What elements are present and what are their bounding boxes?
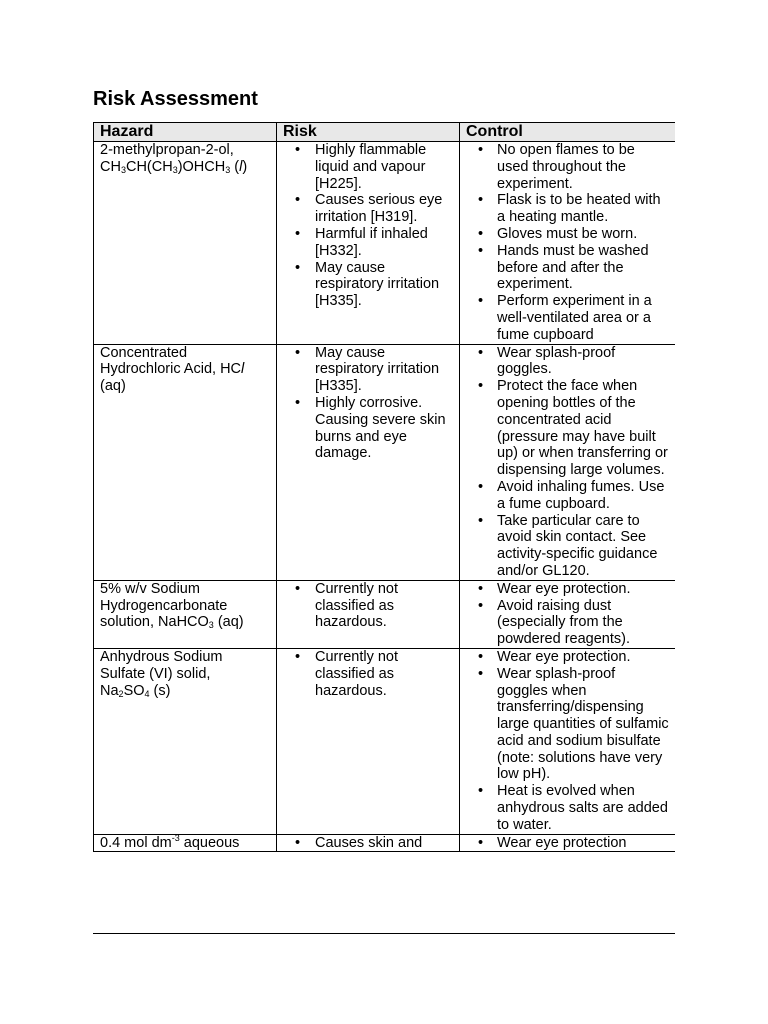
risk-column-header: Risk	[277, 123, 460, 142]
risk-cell	[277, 580, 460, 648]
control-cell	[460, 580, 676, 648]
table-row	[94, 580, 676, 648]
list-item: • Currently not classified as hazardous.	[283, 581, 454, 631]
list-item: • May cause respiratory irritation [H335].	[283, 345, 454, 395]
control-cell	[460, 344, 676, 580]
hazard-line: 5% w/v Sodium	[100, 580, 200, 597]
table-row	[94, 834, 676, 852]
hazard-line: Hydrogencarbonate	[100, 597, 228, 614]
control-cell	[460, 142, 676, 345]
hazard-line: $Na_2SO_4$ (s)	[100, 682, 171, 699]
hazard-line: solution, NaHCO$_3$ (aq)	[100, 614, 244, 631]
list-item: • Gloves must be worn.	[466, 226, 670, 243]
list-item: • May cause respiratory irritation [H335].	[283, 260, 454, 310]
hazard-line: Sulfate (VI) solid,	[100, 665, 211, 682]
hazard-column-header: Hazard	[94, 123, 277, 142]
control-column-header: Control	[460, 123, 676, 142]
list-item: • Perform experiment in a well-ventilated area or a fume cupboard	[466, 293, 670, 343]
list-item: • No open flames to be used throughout the experiment.	[466, 142, 670, 192]
list-item: • Harmful if inhaled [H332].	[283, 226, 454, 260]
list-item: • Heat is evolved when anhydrous salts are added to water.	[466, 783, 670, 833]
risk-list	[283, 835, 454, 852]
control-cell	[460, 648, 676, 834]
list-item: • Hands must be washed before and after the experiment.	[466, 243, 670, 293]
list-item: • Wear splash-proof goggles when transferring/dispensing large quantities of sulfamic acid and sodium bisulfate (note: solutions have very low pH).	[466, 666, 670, 784]
risk-list	[283, 345, 454, 463]
risk-cell	[277, 648, 460, 834]
list-item: • Avoid raising dust (especially from the powdered reagents).	[466, 598, 670, 648]
hazard-cell	[94, 344, 277, 580]
control-list	[466, 142, 670, 344]
hazard-line: Concentrated	[100, 344, 188, 361]
risk-cell	[277, 142, 460, 345]
list-item: • Protect the face when opening bottles of the concentrated acid (pressure may have built up) or when transferring or dispensing large volumes.	[466, 378, 670, 479]
hazard-cell	[94, 834, 277, 852]
hazard-name: 2-methylpropan-2-ol,	[100, 142, 234, 158]
control-list	[466, 581, 670, 648]
control-list	[466, 649, 670, 834]
risk-cell	[277, 344, 460, 580]
table-row	[94, 142, 676, 345]
risk-table-container	[93, 122, 675, 934]
table-header-row	[94, 123, 676, 142]
control-list	[466, 835, 670, 852]
list-item: • Wear eye protection.	[466, 581, 670, 598]
list-item: • Wear splash-proof goggles.	[466, 345, 670, 379]
hazard-line: Hydrochloric Acid, HCl	[100, 361, 245, 378]
list-item: • Highly corrosive. Causing severe skin burns and eye damage.	[283, 395, 454, 462]
page-title: Risk Assessment	[93, 88, 258, 110]
list-item: • Highly flammable liquid and vapour [H225].	[283, 142, 454, 192]
hazard-formula: $CH_3CH(CH_3)OHCH_3$ (l)	[100, 158, 248, 175]
risk-cell	[277, 834, 460, 852]
hazard-cell	[94, 648, 277, 834]
list-item: • Wear eye protection	[466, 835, 670, 852]
hazard-cell	[94, 580, 277, 648]
risk-list	[283, 142, 454, 310]
risk-assessment-table	[93, 122, 675, 852]
table-row	[94, 648, 676, 834]
list-item: • Currently not classified as hazardous.	[283, 649, 454, 699]
list-item: • Avoid inhaling fumes. Use a fume cupboard.	[466, 479, 670, 513]
control-list	[466, 345, 670, 580]
control-cell	[460, 834, 676, 852]
hazard-line: Anhydrous Sodium	[100, 648, 223, 665]
table-row	[94, 344, 676, 580]
risk-list	[283, 581, 454, 631]
list-item: • Causes skin and	[283, 835, 454, 852]
list-item: • Causes serious eye irritation [H319].	[283, 192, 454, 226]
list-item: • Flask is to be heated with a heating mantle.	[466, 192, 670, 226]
hazard-cell	[94, 142, 277, 345]
risk-list	[283, 649, 454, 699]
hazard-line: (aq)	[100, 378, 126, 395]
hazard-line: 0.4 mol $dm^{-3}$ aqueous	[100, 832, 240, 851]
list-item: • Wear eye protection.	[466, 649, 670, 666]
list-item: • Take particular care to avoid skin contact. See activity-specific guidance and/or GL120.	[466, 513, 670, 580]
